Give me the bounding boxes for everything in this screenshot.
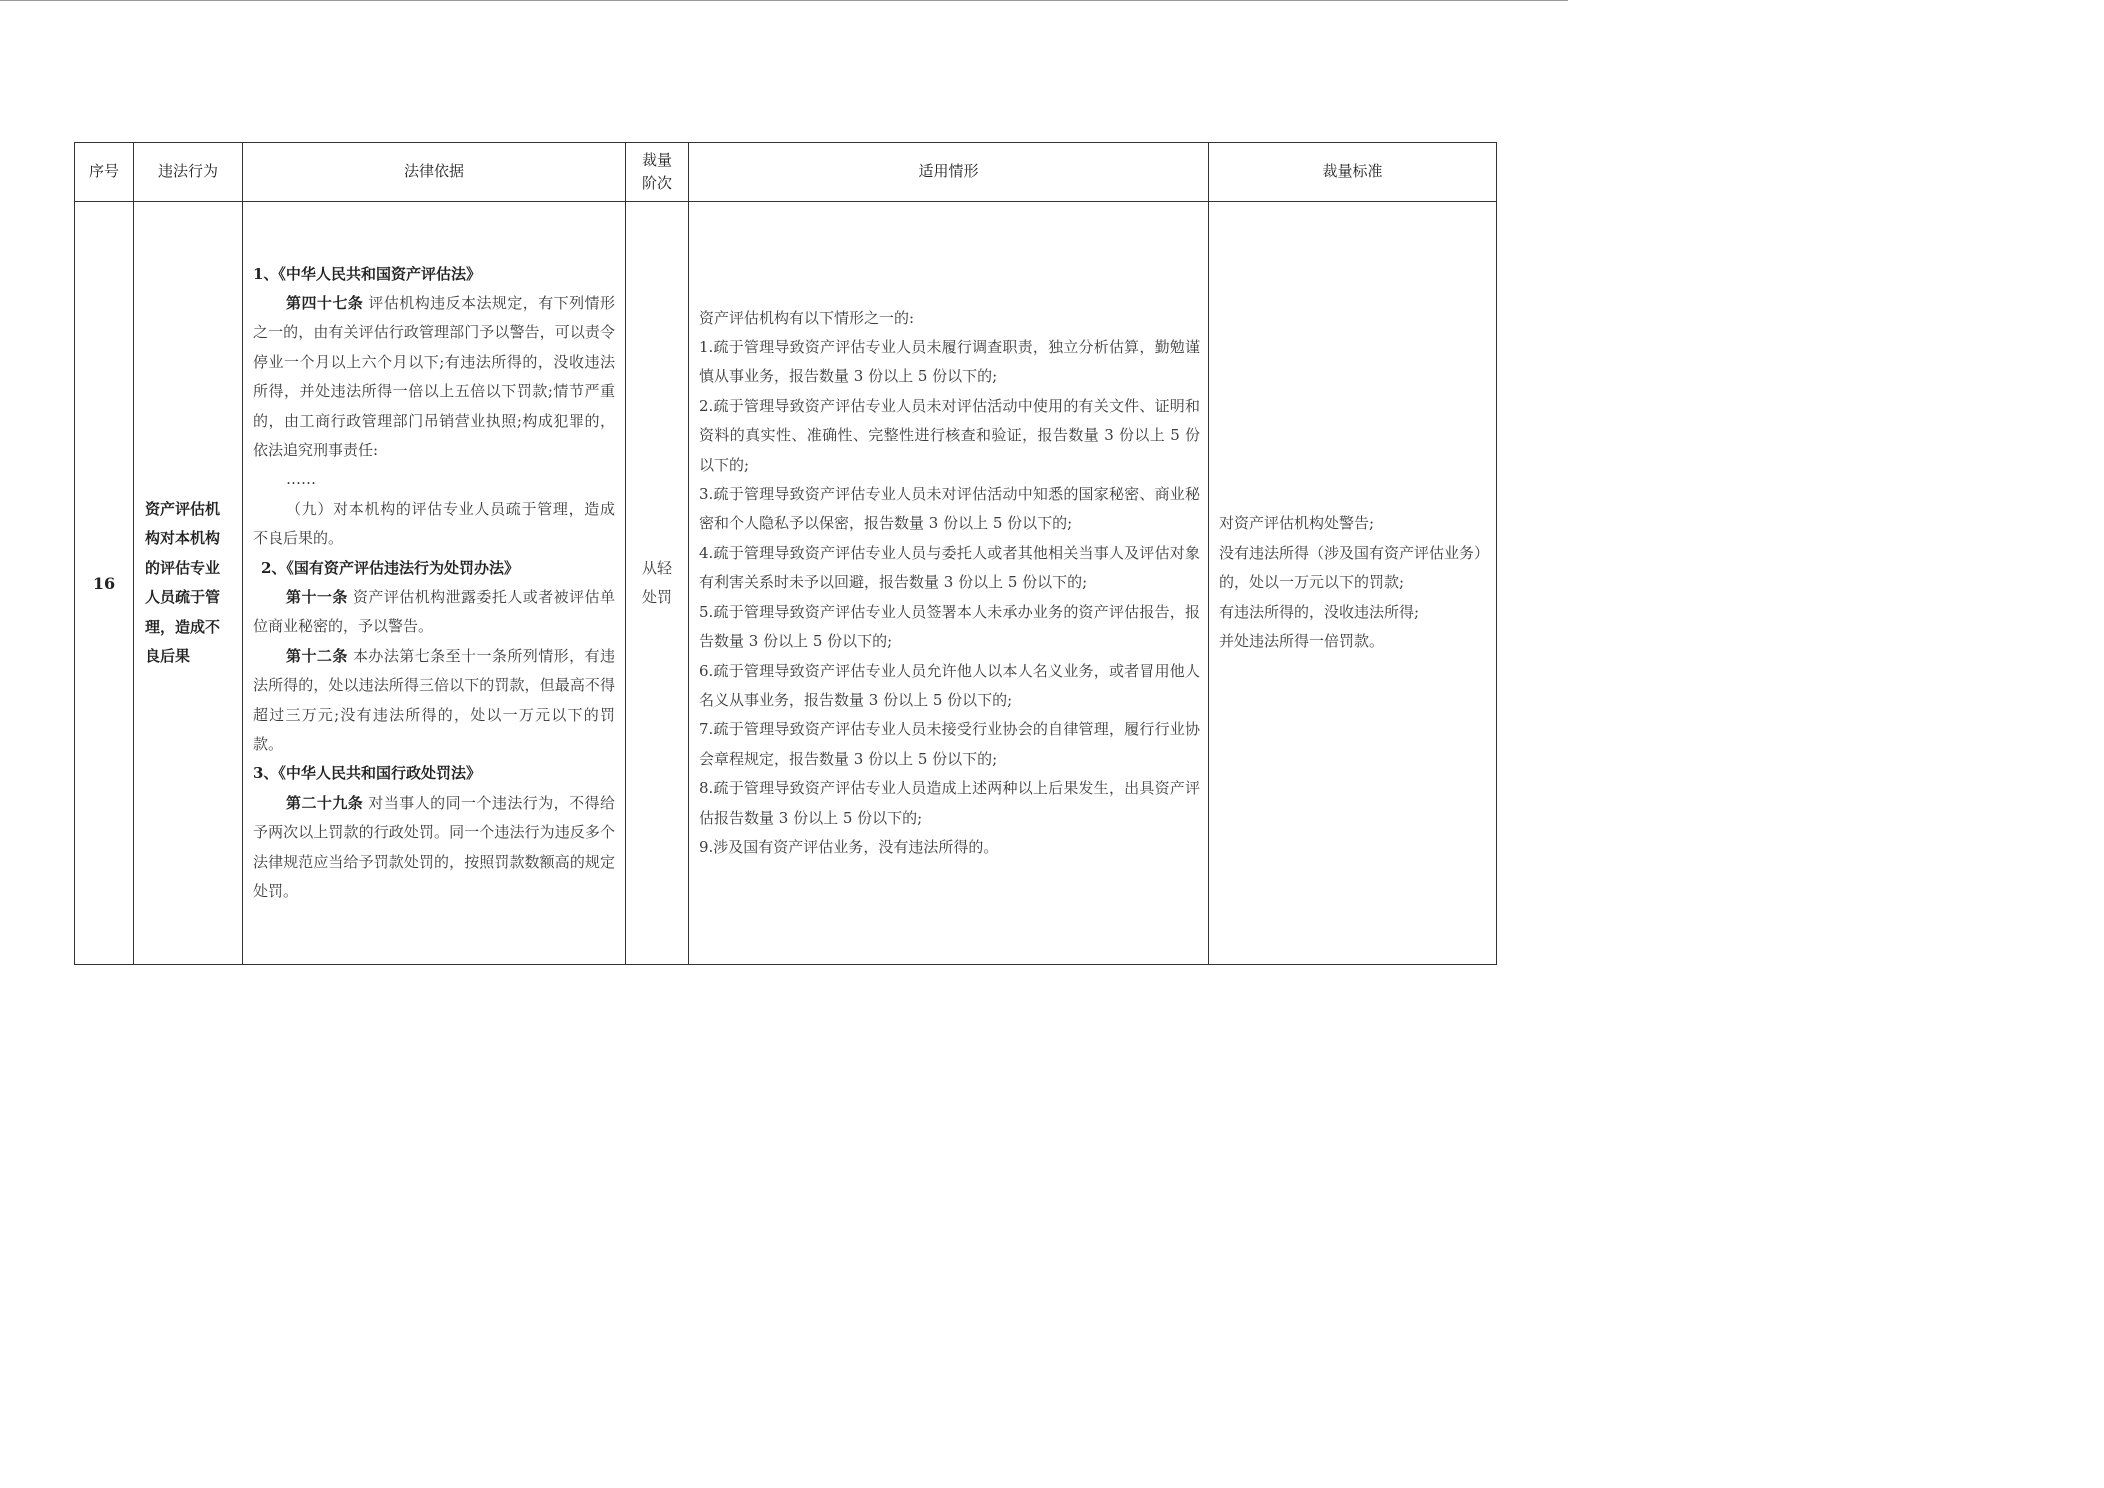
law-heading-3: 3、《中华人民共和国行政处罚法》 — [253, 764, 481, 783]
standard-line: 没有违法所得（涉及国有资产评估业务）的，处以一万元以下的罚款; — [1219, 543, 1482, 592]
law-ellipsis: …… — [286, 470, 316, 489]
article-12-text: 本办法第七条至十一条所列情形，有违法所得的，处以违法所得三倍以下的罚款，但最高不得超过三万元;没有违法所得的，处以一万元以下的罚款。 — [253, 646, 615, 754]
case-item: 4.疏于管理导致资产评估专业人员与委托人或者其他相关当事人及评估对象有利害关系时未予以回避，报告数量 3 份以上 5 份以下的; — [699, 543, 1200, 592]
standard-line: 有违法所得的，没收违法所得; — [1219, 602, 1420, 621]
article-11-text: 资产评估机构泄露委托人或者被评估单位商业秘密的，予以警告。 — [253, 588, 615, 636]
row-discretion-standard — [1209, 202, 1497, 965]
article-29-title: 第二十九条 — [286, 793, 364, 812]
case-item: 7.疏于管理导致资产评估专业人员未接受行业协会的自律管理，履行行业协会章程规定，报告数量 3 份以上 5 份以下的; — [699, 720, 1200, 768]
discretion-standard-table — [74, 142, 1497, 965]
header-violation: 违法行为 — [134, 143, 243, 202]
case-item: 9.涉及国有资产评估业务，没有违法所得的。 — [699, 837, 999, 856]
case-item: 6.疏于管理导致资产评估专业人员允许他人以本人名义业务，或者冒用他人名义从事业务，报告数量 3 份以上 5 份以下的; — [699, 661, 1200, 709]
header-serial-number: 序号 — [75, 143, 134, 202]
tier-line1: 从轻 — [641, 558, 672, 577]
header-discretion-standard: 裁量标准 — [1209, 143, 1497, 202]
article-29-text: 对当事人的同一个违法行为，不得给予两次以上罚款的行政处罚。同一个违法行为违反多个法律规范应当给予罚款处罚的，按照罚款数额高的规定处罚。 — [253, 793, 615, 901]
page-top-rule — [0, 0, 1568, 1]
law-article-29 — [253, 789, 615, 907]
article-47-title: 第四十七条 — [286, 293, 364, 312]
row-applicable-circumstances — [689, 202, 1209, 965]
row-discretion-tier — [626, 202, 689, 965]
law-heading-1: 1、《中华人民共和国资产评估法》 — [253, 264, 481, 283]
law-heading-2: 2、《国有资产评估违法行为处罚办法》 — [261, 558, 519, 577]
case-item: 8.疏于管理导致资产评估专业人员造成上述两种以上后果发生，出具资产评估报告数量 3 份以上 5 份以下的; — [699, 779, 1200, 827]
article-47-text: 评估机构违反本法规定，有下列情形之一的，由有关评估行政管理部门予以警告，可以责令停业一个月以上六个月以下;有违法所得的，没收违法所得，并处违法所得一倍以上五倍以下罚款;情节严重的，由工商行政管理部门吊销营业执照;构成犯罪的，依法追究刑事责任: — [253, 293, 615, 459]
header-tier-line2: 阶次 — [641, 174, 672, 192]
header-legal-basis: 法律依据 — [243, 143, 626, 202]
standard-line: 对资产评估机构处警告; — [1219, 514, 1375, 533]
row-serial-number: 16 — [75, 202, 134, 965]
table-row — [75, 202, 1497, 965]
law-article-47 — [253, 289, 615, 465]
row-violation: 资产评估机构对本机构的评估专业人员疏于管理，造成不良后果 — [134, 202, 243, 965]
case-item: 1.疏于管理导致资产评估专业人员未履行调查职责，独立分析估算，勤勉谨慎从事业务，报告数量 3 份以上 5 份以下的; — [699, 338, 1200, 386]
article-12-title: 第十二条 — [286, 646, 348, 665]
case-item: 2.疏于管理导致资产评估专业人员未对评估活动中使用的有关文件、证明和资料的真实性、准确性、完整性进行核查和验证，报告数量 3 份以上 5 份以下的; — [699, 396, 1200, 474]
law-article-12 — [253, 642, 615, 760]
header-applicable-circumstances: 适用情形 — [689, 143, 1209, 202]
header-discretion-tier — [626, 143, 689, 202]
article-11-title: 第十一条 — [286, 588, 348, 606]
standard-line: 并处违法所得一倍罚款。 — [1219, 632, 1385, 651]
header-tier-line1: 裁量 — [641, 150, 672, 169]
law-article-11 — [253, 583, 615, 642]
law-item-9: （九）对本机构的评估专业人员疏于管理，造成不良后果的。 — [253, 499, 615, 548]
tier-line2: 处罚 — [641, 588, 672, 606]
row-legal-basis — [243, 202, 626, 965]
case-intro: 资产评估机构有以下情形之一的: — [699, 308, 915, 327]
case-item: 3.疏于管理导致资产评估专业人员未对评估活动中知悉的国家秘密、商业秘密和个人隐私予以保密，报告数量 3 份以上 5 份以下的; — [699, 485, 1200, 533]
case-item: 5.疏于管理导致资产评估专业人员签署本人未承办业务的资产评估报告，报告数量 3 份以上 5 份以下的; — [699, 602, 1200, 651]
table-header-row — [75, 143, 1497, 202]
discretion-table-wrap — [74, 142, 1497, 965]
